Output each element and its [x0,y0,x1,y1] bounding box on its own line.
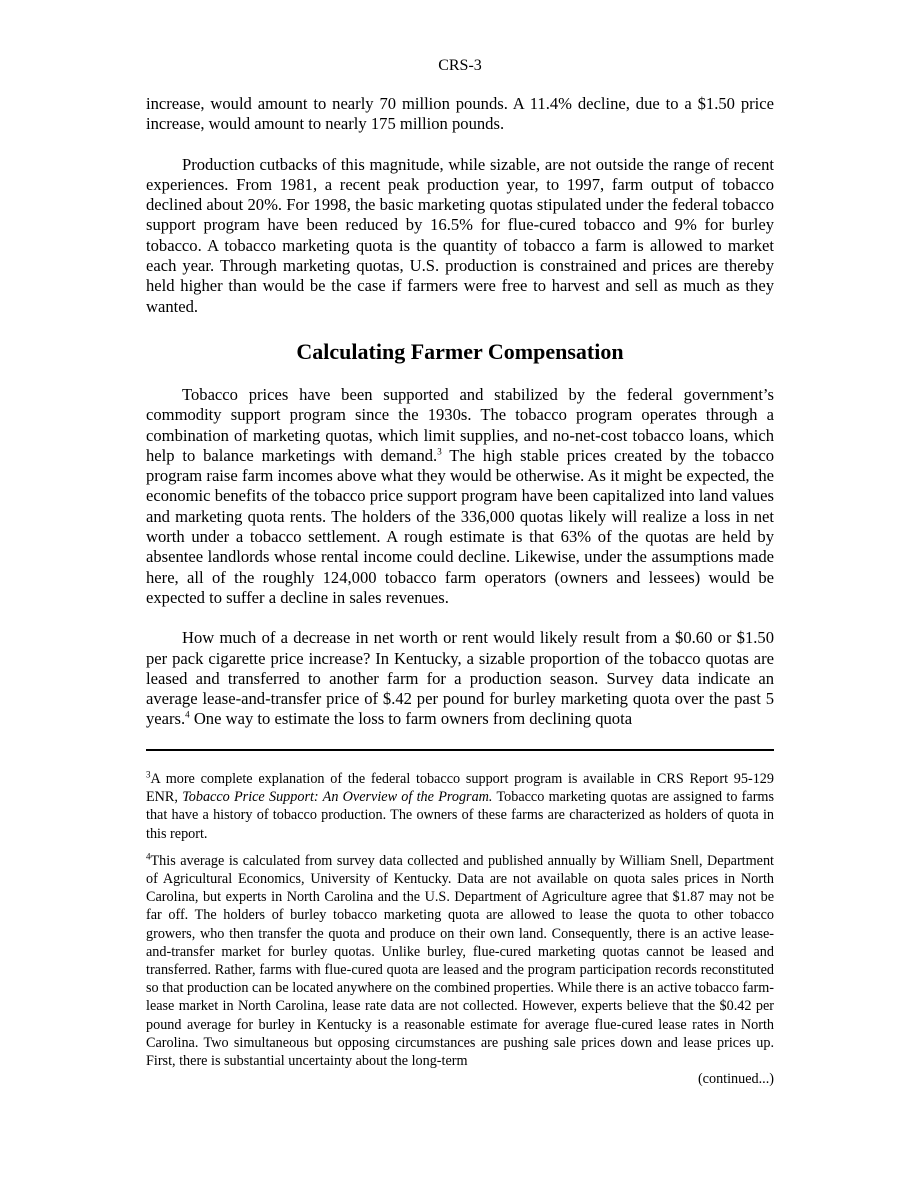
paragraph-tobacco-prices [146,385,774,608]
paragraph-text: How much of a decrease in net worth or rent would likely result from a $0.60 or $1.50 per pack cigarette price increase? In Kentucky, a sizable proportion of the tobacco quotas are leased and transferred to another farm for a production season. Survey data indicate an average lease-and-transfer price of $.42 per pound for burley marketing quota over the past 5 years. [146,628,774,729]
footnote-mark-3: 3 [146,769,151,780]
paragraph-decrease-net-worth [146,628,774,729]
main-text [146,94,774,730]
continued-marker: (continued...) [697,1071,774,1088]
footnote-3 [146,770,774,843]
paragraph-text: Tobacco prices have been supported and stabilized by the federal government’s commodity support program since the 1930s. The tobacco program operates through a combination of marketing quotas, which limit supplies, and no-net-cost tobacco loans, which help to balance marketings with demand. [146,384,774,465]
footnote-4 [146,852,774,1070]
report-title: Tobacco Price Support: An Overview of the Program. [182,789,493,806]
footnote-text: Tobacco marketing quotas are assigned to farms that have a history of tobacco production. The owners of these farms are characterized as holders of quota in this report. [146,789,774,842]
paragraph-text: One way to estimate the loss to farm owners from declining quota [189,709,633,729]
footnote-text: A more complete explanation of the federal tobacco support program is available in CRS Report 95-129 ENR, [146,771,774,806]
footnotes [146,770,774,1088]
paragraph-continuation: increase, would amount to nearly 70 million pounds. A 11.4% decline, due to a $1.50 price increase, would amount to nearly 175 million pounds. [146,94,774,134]
paragraph-production-cutbacks: Production cutbacks of this magnitude, while sizable, are not outside the range of recent experiences. From 1981, a recent peak production year, to 1997, farm output of tobacco declined about 20%. For 1998, the basic marketing quotas stipulated under the federal tobacco support program have been reduced by 16.5% for flue-cured tobacco and 9% for burley tobacco. A tobacco marketing quota is the quantity of tobacco a farm is allowed to market each year. Through marketing quotas, U.S. production is constrained and prices are thereby held higher than would be the case if farmers were free to harvest and sell as much as they wanted. [146,154,774,316]
footnote-mark-4: 4 [146,851,151,862]
footnote-ref-4: 4 [185,709,190,720]
footnote-text: This average is calculated from survey data collected and published annually by William Snell, Department of Agricultural Economics, University of Kentucky. Data are not available on quota sales prices in North Carolina, but experts in North Carolina and the U.S. Department of Agriculture agree that $1.87 may not be far off. The holders of burley tobacco marketing quota are allowed to lease the quota to other tobacco growers, who then transfer the quota and produce on their own land. Consequently, there is an active lease-and-transfer market for burley quotas. Unlike burley, flue-cured marketing quotas cannot be leased and transferred. Rather, farms with flue-cured quota are leased and the program participation records reconstituted so that production can be located anywhere on the combined properties. While there is an active tobacco farm-lease market in North Carolina, lease rate data are not collected. However, experts believe that the $0.42 per pound average for burley in Kentucky is a reasonable estimate for average flue-cured lease rates in North Carolina. Two simultaneous but opposing circumstances are pushing sale prices down and lease prices up. First, there is substantial uncertainty about the long-term [146,852,774,1070]
footnote-ref-3: 3 [437,446,442,457]
footnote-divider [146,749,774,751]
section-heading: Calculating Farmer Compensation [296,338,624,364]
page-header: CRS-3 [438,57,482,74]
paragraph-text: The high stable prices created by the tobacco program raise farm incomes above what they would be otherwise. As it might be expected, the economic benefits of the tobacco price support program have been capitalized into land values and marketing quota rents. The holders of the 336,000 quotas likely will realize a loss in net worth under a tobacco settlement. A rough estimate is that 63% of the quotas are held by absentee landlords whose rental income could decline. Likewise, under the assumptions made here, all of the roughly 124,000 tobacco farm operators (owners and lessees) would be expected to suffer a decline in sales revenues. [146,445,775,607]
